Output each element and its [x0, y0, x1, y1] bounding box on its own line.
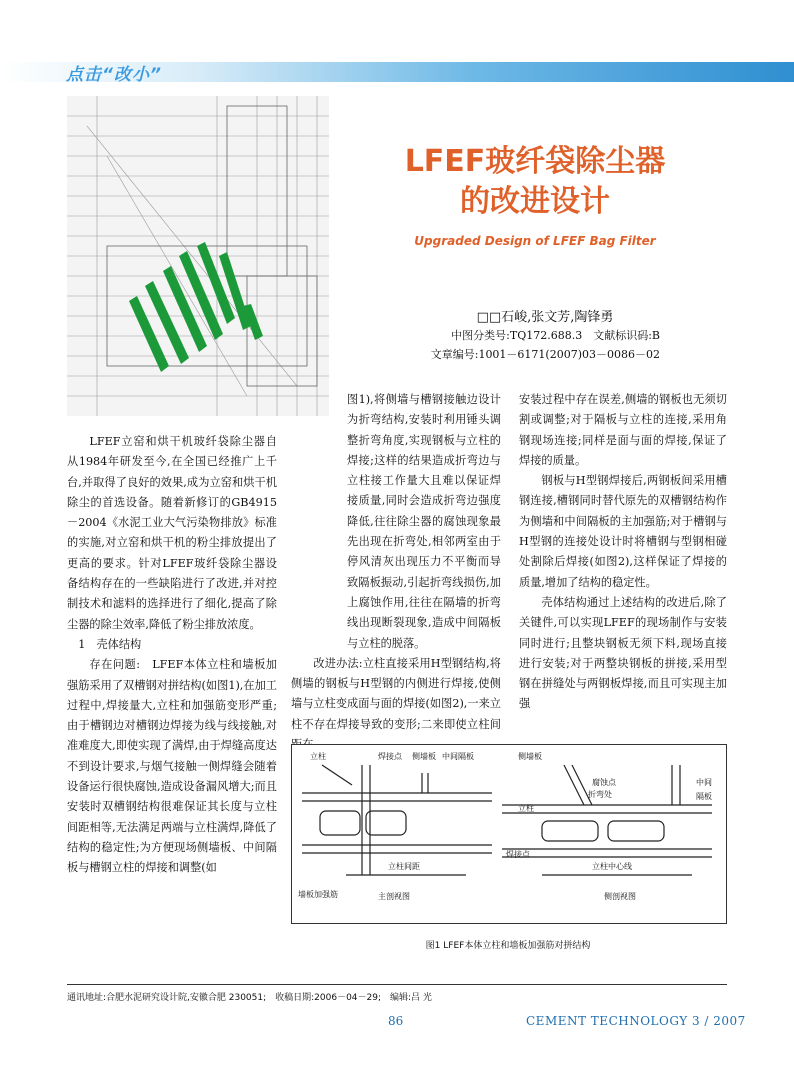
body-left-column — [67, 432, 277, 879]
label-side-wall: 侧墙板 — [412, 752, 436, 761]
paragraph-problem: 存在问题: LFEF本体立柱和墙板加强筋采用了双槽钢对拼结构(如图1),在加工过程中,焊接量大,立柱和加强筋变形严重;由于槽钢边对槽钢边焊接为线与线接触,对准难度大,即使实现了满焊,由于焊缝高度达不到设计要求,与烟气接触一侧焊缝会随着设备运行很快腐蚀,造成设备漏风增大;而且安装时双槽钢结构很难保证其长度与立柱间距相等,无法满足两端与立柱满焊,降低了结构的稳定性;为方便现场侧墙板、中间隔板与槽钢立柱的焊接和调整(如 — [67, 658, 277, 875]
section-heading: 1 壳体结构 — [78, 637, 142, 651]
label-weld-point: 焊接点 — [378, 752, 402, 761]
label-wall-rib: 墙板加强筋 — [298, 890, 338, 899]
label-column: 立柱 — [310, 752, 326, 761]
paragraph-continued: 图1),将侧墙与槽钢接触边设计为折弯结构,安装时利用锤头调整折弯角度,实现钢板与立柱的焊接;这样的结果造成折弯边与立柱接工作量大且难以保证焊接质量,同时会造成折弯边强度降低,往往除尘器的腐蚀现象最先出现在折弯处,相邻两室由于停风清灰出现压力不平衡而导致隔板振动,引起折弯线损伤,加上腐蚀作用,往往在隔墙的折弯线出现断裂现象,造成中间隔板与立柱的脱落。 — [347, 393, 501, 650]
journal-name: CEMENT TECHNOLOGY 3 / 2007 — [526, 1014, 746, 1028]
paragraph-intro: LFEF立窑和烘干机玻纤袋除尘器自从1984年研发至今,在全国已经推广上千台,并取得了良好的效果,成为立窑和烘干机除尘的首选设备。随着新修订的GB4915－2004《水泥工业大气污染物排放》标准的实施,对立窑和烘干机的粉尘排放提出了更高的要求。针对LFEF玻纤袋除尘器设备结构存在的一些缺陷进行了改进,并对控制技术和滤料的选择进行了细化,提高了除尘器的除尘效率,降低了粉尘排放浓度。 — [67, 435, 277, 631]
page-number: 86 — [388, 1014, 404, 1028]
label-mid-partition: 中间隔板 — [442, 752, 474, 761]
label-weld-point-right: 焊接点 — [506, 850, 530, 859]
label-column-spacing: 立柱间距 — [388, 862, 420, 871]
article-title-english: Upgraded Design of LFEF Bag Filter — [414, 234, 656, 248]
label-side-view: 侧剖视图 — [604, 892, 636, 901]
article-title-line1: LFEF玻纤袋除尘器 — [404, 144, 666, 179]
paragraph-right-continued: 安装过程中存在误差,侧墙的钢板也无须切割或调整;对于隔板与立柱的连接,采用角钢现场连接;同样是面与面的焊接,保证了焊接的质量。 — [519, 393, 727, 467]
label-column-right: 立柱 — [518, 804, 534, 813]
footnote-divider — [67, 984, 727, 985]
classification-number: 中图分类号:TQ172.688.3 文献标识码:B — [451, 329, 660, 342]
figure-1-diagram — [291, 744, 727, 924]
section-tag: 点击“改小” — [66, 65, 162, 85]
paragraph-channel: 钢板与H型钢焊接后,两钢板间采用槽钢连接,槽钢同时替代原先的双槽钢结构作为侧墙和中间隔板的主加强筋;对于槽钢与H型钢的连接处设计时将槽钢与型钢相碰处割除后焊接(如图2),这样保证了焊接的质量,增加了结构的稳定性。 — [519, 474, 727, 589]
figure-1-drawing — [292, 745, 726, 923]
label-side-wall-right: 侧墙板 — [518, 752, 542, 761]
figure-1-caption: 图1 LFEF本体立柱和墙板加强筋对拼结构 — [425, 941, 591, 951]
paragraph-result: 壳体结构通过上述结构的改进后,除了关键件,可以实现LFEF的现场制作与安装同时进行;且整块钢板无须下料,现场直接进行安装;对于两整块钢板的拼接,采用型钢在拼缝处与两钢板焊接,而且可实现主加强 — [519, 595, 727, 711]
body-middle-column — [291, 390, 501, 755]
footnote: 通讯地址:合肥水泥研究设计院,安徽合肥 230051; 收稿日期:2006－04－29; 编辑:吕 光 — [67, 993, 432, 1003]
label-mid-right-2: 隔板 — [696, 792, 712, 801]
label-corrosion-point: 腐蚀点 — [592, 778, 616, 787]
label-main-view: 主剖视图 — [378, 892, 410, 901]
body-right-column — [519, 390, 727, 715]
circuit-diagram-image — [67, 96, 329, 416]
article-title-line2: 的改进设计 — [460, 184, 610, 219]
label-bend: 折弯处 — [588, 790, 612, 799]
label-column-centerline: 立柱中心线 — [592, 862, 632, 871]
header-figure-photo — [67, 96, 329, 416]
label-mid-right-1: 中间 — [696, 778, 712, 787]
article-number: 文章编号:1001－6171(2007)03－0086－02 — [430, 348, 660, 361]
paragraph-improvement: 改进办法:立柱直接采用H型钢结构,将侧墙的钢板与H型钢的内侧进行焊接,使侧墙与立柱变成面与面的焊接(如图2),一来立柱不存在焊接导致的变形;二来即使立柱间 — [291, 656, 501, 731]
authors: □□石峻,张文芳,陶锋勇 — [476, 310, 614, 325]
article-title — [360, 142, 710, 222]
